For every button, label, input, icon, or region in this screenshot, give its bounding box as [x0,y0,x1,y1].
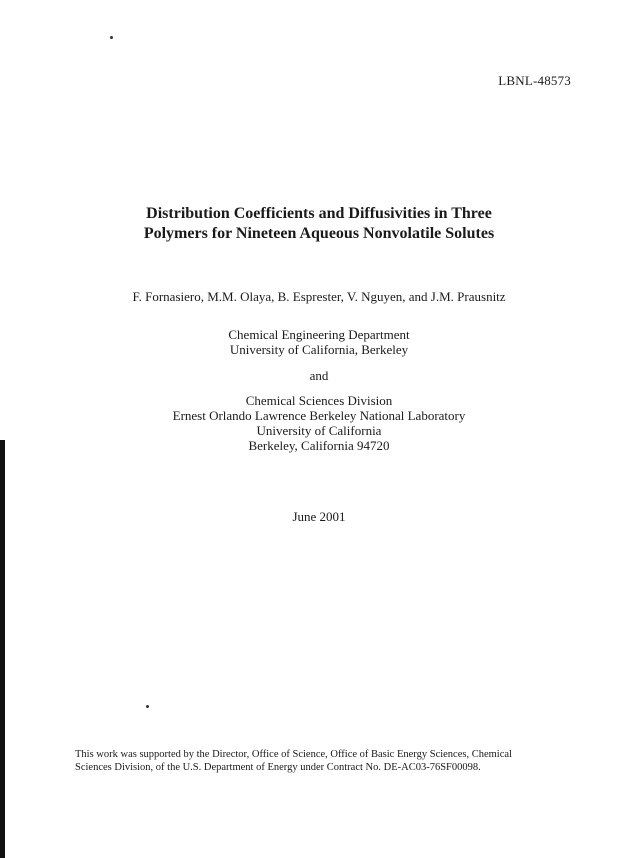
report-number: LBNL-48573 [498,73,571,88]
affiliation-line: University of California [256,423,382,438]
paper-title [0,204,638,244]
affiliation-conjunction: and [309,368,329,383]
affiliation-line: Ernest Orlando Lawrence Berkeley National Laboratory [172,408,466,423]
affiliation-line: Berkeley, California 94720 [248,438,390,453]
funding-footnote [75,748,565,774]
title-line-1: Distribution Coefficients and Diffusivities in Three [146,205,492,222]
affiliation-line: Chemical Engineering Department [228,327,410,342]
author-list: F. Fornasiero, M.M. Olaya, B. Esprester, V. Nguyen, and J.M. Prausnitz [132,289,506,304]
footnote-line: This work was supported by the Director, Office of Science, Office of Basic Energy Sciences, Chemical [75,749,512,760]
footnote-line: Sciences Division, of the U.S. Department of Energy under Contract No. DE-AC03-76SF00098. [75,762,481,773]
affiliation-engineering [0,327,638,357]
scan-speck [110,36,113,39]
affiliation-lbnl [0,393,638,453]
affiliation-line: Chemical Sciences Division [245,393,393,408]
title-line-2: Polymers for Nineteen Aqueous Nonvolatile Solutes [143,225,495,242]
scan-speck [146,705,149,708]
affiliation-line: University of California, Berkeley [229,342,409,357]
scan-edge-shadow [0,440,5,858]
publication-date: June 2001 [292,509,346,524]
